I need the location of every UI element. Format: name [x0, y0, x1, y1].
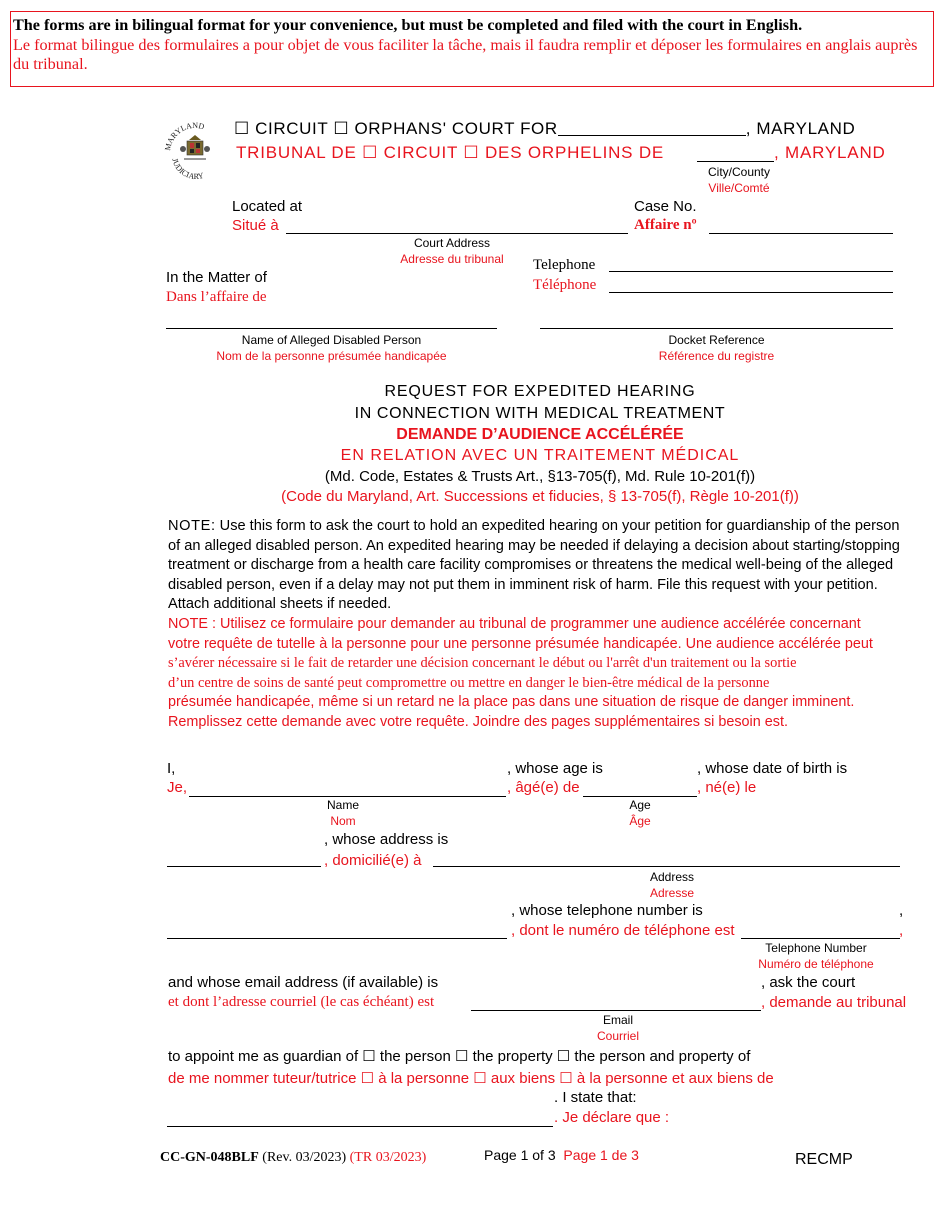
form-id: CC-GN-048BLF — [160, 1150, 259, 1165]
petitioner-name-field[interactable] — [189, 796, 506, 797]
note-french — [168, 615, 910, 733]
age-de-label: , âgé(e) de — [507, 779, 580, 796]
whose-address-label: , whose address is — [324, 831, 449, 848]
email-field[interactable] — [471, 1010, 761, 1011]
note-fr-line-6: Remplissez cette demande avec votre requête. Joindre des pages supplémentaires si besoin est. — [168, 713, 788, 730]
affaire-label: Affaire nº — [634, 217, 697, 233]
telephone-field-2 — [609, 292, 893, 293]
located-at-label: Located at — [232, 198, 303, 215]
seal-bottom-text: JUDICIARY — [170, 157, 205, 182]
court-county-field[interactable] — [558, 135, 746, 136]
comma-fr: , — [899, 922, 904, 939]
age-label-fr: Âge — [629, 814, 651, 828]
svg-text:JUDICIARY — [170, 157, 205, 181]
date-of-birth-label: , whose date of birth is — [697, 760, 848, 777]
docket-reference-field[interactable] — [540, 328, 893, 329]
adresse-label: Adresse — [649, 886, 695, 900]
ville-comte-label: Ville/Comté — [708, 181, 770, 195]
alleged-person-name-field[interactable] — [166, 328, 497, 329]
in-matter-of-label: In the Matter of — [166, 269, 267, 286]
date-of-birth-field[interactable] — [167, 866, 321, 867]
title-french-1: DEMANDE D’AUDIENCE ACCÉLÉRÉE — [396, 426, 684, 443]
situe-a-label: Situé à — [232, 217, 279, 234]
je-declare-label: . Je déclare que : — [554, 1109, 670, 1126]
note-label-en: NOTE: — [168, 518, 216, 534]
demande-tribunal-label: , demande au tribunal — [761, 994, 907, 1011]
telephone-label: Telephone — [533, 257, 596, 273]
court-type-english: ☐ CIRCUIT ☐ ORPHANS' COURT FOR — [234, 119, 558, 138]
address-continued-field[interactable] — [167, 938, 507, 939]
case-number-field[interactable] — [709, 233, 893, 234]
court-line-english — [234, 119, 855, 139]
appoint-guardian-options[interactable]: to appoint me as guardian of ☐ the person ☐ the property ☐ the person and property of — [168, 1048, 751, 1065]
citation-french: (Code du Maryland, Art. Successions et fiducies, § 13-705(f), Règle 10-201(f)) — [281, 488, 799, 505]
telephone-field[interactable] — [609, 271, 893, 272]
notice-french: Le format bilingue des formulaires a pour objet de vous faciliter la tâche, mais il faudra remplir et déposer les formulaires en anglais auprès du tribunal. — [13, 35, 918, 73]
seal-top-text: MARYLAND — [162, 120, 206, 152]
adresse-tribunal-label: Adresse du tribunal — [400, 252, 504, 266]
docket-reference-label-fr: Référence du registre — [658, 349, 775, 363]
appoint-guardian-options-fr[interactable]: de me nommer tuteur/tutrice ☐ à la personne ☐ aux biens ☐ à la personne et aux biens de — [168, 1070, 774, 1087]
domicilie-label: , domicilié(e) à — [324, 852, 422, 869]
telephone-number-field[interactable] — [741, 938, 900, 939]
age-label: Age — [629, 798, 651, 812]
page-number-fr: Page 1 de 3 — [563, 1147, 639, 1163]
bilingual-notice — [10, 11, 934, 87]
form-footer-id — [160, 1150, 426, 1166]
note-fr-line-1: Utilisez ce formulaire pour demander au tribunal de programmer une audience accélérée concernant — [219, 616, 861, 632]
note-label-fr: NOTE : — [168, 616, 216, 632]
telephone-number-label: Telephone Number — [765, 941, 867, 955]
whose-age-label: , whose age is — [507, 760, 603, 777]
note-fr-line-2: votre requête de tutelle à la personne pour une personne présumée handicapée. Une audience accélérée peut — [168, 635, 873, 652]
whose-telephone-label: , whose telephone number is — [511, 902, 703, 919]
note-text-en: Use this form to ask the court to hold an expedited hearing on your petition for guardianship of the person of an alleged disabled person. An expedited hearing may be needed if delaying a decision about starting/stopping treatment or discharge from a health care facility compromises or threatens the medical well-being of the alleged disabled person, even if a delay may not put them in imminent risk of harm. File this request with your petition. Attach additional sheets if needed. — [168, 518, 900, 613]
case-no-label: Case No. — [634, 198, 697, 215]
note-english — [168, 517, 910, 615]
notice-english: The forms are in bilingual format for your convenience, but must be completed and filed with the court in English. — [13, 16, 803, 34]
form-revision: (Rev. 03/2023) — [262, 1150, 347, 1165]
court-line-french — [236, 143, 664, 163]
docket-reference-label: Docket Reference — [668, 333, 765, 347]
ne-le-label: , né(e) le — [697, 779, 757, 796]
note-fr-line-4: d’un centre de soins de santé peut compromettre ou mettre en danger le bien-être médical de la personne — [168, 674, 770, 691]
note-fr-line-3: s’avérer nécessaire si le fait de retarder une décision concernant le début ou l'arrêt d'un traitement ou la sortie — [168, 655, 797, 672]
dans-affaire-label: Dans l’affaire de — [166, 289, 267, 305]
maryland-english: , MARYLAND — [745, 119, 856, 138]
email-label: Email — [602, 1013, 633, 1027]
page-number-en: Page 1 of 3 — [484, 1147, 556, 1163]
court-address-label: Court Address — [413, 236, 491, 250]
i-state-that-label: . I state that: — [554, 1089, 637, 1106]
courriel-label: Courriel — [596, 1029, 639, 1043]
i-label: I, — [167, 760, 176, 777]
alleged-name-label: Name of Alleged Disabled Person — [241, 333, 422, 347]
court-address-field[interactable] — [286, 233, 628, 234]
telephone-number-label-fr: Numéro de téléphone — [758, 957, 874, 971]
name-label: Name — [326, 798, 359, 812]
nom-label: Nom — [330, 814, 356, 828]
maryland-judiciary-seal — [162, 113, 228, 183]
telephone-fr-label: Téléphone — [533, 277, 597, 293]
address-field[interactable] — [433, 866, 900, 867]
guardian-of-name-field[interactable] — [167, 1126, 553, 1127]
comma-en: , — [899, 902, 904, 919]
court-county-line-fr — [697, 161, 774, 162]
city-county-label: City/County — [707, 165, 771, 179]
age-field[interactable] — [583, 796, 697, 797]
je-label: Je, — [167, 779, 188, 796]
numero-telephone-label: , dont le numéro de téléphone est — [511, 922, 735, 939]
title-english-2: IN CONNECTION WITH MEDICAL TREATMENT — [354, 405, 726, 422]
court-type-french: TRIBUNAL DE ☐ CIRCUIT ☐ DES ORPHELINS DE — [236, 143, 665, 162]
maryland-french: , MARYLAND — [774, 143, 886, 162]
title-french-2: EN RELATION AVEC UN TRAITEMENT MÉDICAL — [340, 447, 740, 464]
recmp-code: RECMP — [795, 1151, 853, 1168]
note-fr-line-5: présumée handicapée, même si un retard ne la place pas dans une situation de risque de danger imminent. — [168, 694, 855, 711]
citation-english: (Md. Code, Estates & Trusts Art., §13-705(f), Md. Rule 10-201(f)) — [324, 468, 756, 485]
form-translation-rev: (TR 03/2023) — [349, 1150, 427, 1165]
email-address-label: and whose email address (if available) is — [168, 974, 439, 991]
adresse-courriel-label: et dont l’adresse courriel (le cas échéant) est — [168, 994, 435, 1010]
alleged-name-label-fr: Nom de la personne présumée handicapée — [216, 349, 447, 363]
ask-court-label: , ask the court — [761, 974, 856, 991]
page-indicator — [484, 1147, 639, 1163]
title-english-1: REQUEST FOR EXPEDITED HEARING — [384, 383, 696, 400]
address-label: Address — [649, 870, 695, 884]
